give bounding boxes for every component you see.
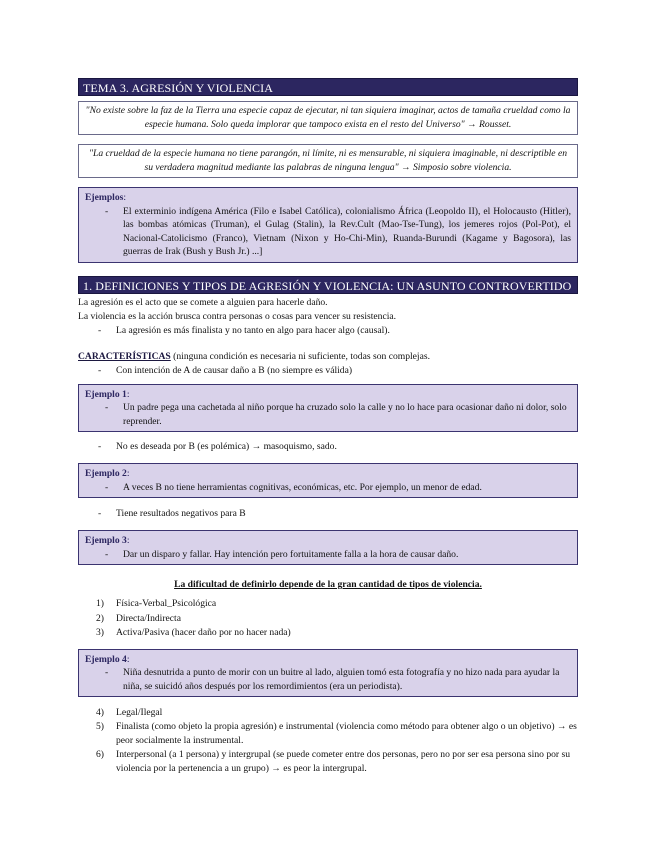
dash-bullet: - [98,508,102,519]
bullet-resultados [78,507,578,521]
tipo-text: Legal/Ilegal [116,707,163,718]
section1-title: 1. DEFINICIONES Y TIPOS DE AGRESIÓN Y VIOLENCIA: UN ASUNTO CONTROVERTIDO [83,278,572,293]
ejemplo3-item [85,548,571,562]
dash-bullet: - [105,481,109,493]
tipo-item-4 [78,706,578,720]
dash-bullet: - [105,667,109,678]
def-violencia: La violencia es la acción brusca contra personas o cosas para vencer su resistencia. [78,310,397,322]
examples-label-line [85,191,571,205]
def-agresion: La agresión es el acto que se comete a alguien para hacerle daño. [78,296,328,308]
ejemplo3-label-line [85,534,571,548]
caracteristicas-rest: (ninguna condición es necesaria ni suficiente, todas son complejas. [170,350,430,362]
tipo-text: Física-Verbal_Psicológica [116,598,217,609]
ejemplo4-colon: : [126,653,130,665]
bullet-intencion-text: Con intención de A de causar daño a B (no siempre es válida) [116,364,353,376]
bullet-resultados-text: Tiene resultados negativos para B [116,508,246,519]
tipo-text: Directa/Indirecta [116,612,181,624]
tema-title-bar [78,78,578,96]
tipo-item-6 [78,748,578,776]
tipo-item-3 [78,626,578,641]
ejemplo1-text: Un padre pega una cachetada al niño porque ha cruzado solo la calle y no lo hace para ocasionar daño ni dolor, solo reprender. [123,402,567,427]
ejemplo4-box [78,649,578,698]
ejemplo4-label: Ejemplo 4 [85,653,127,665]
tipo-text: Interpersonal (a 1 persona) y intergrupal (se puede cometer entre dos personas, pero no por ser esa persona sino por su violencia por la pertenencia a un grupo) → es peor la intergrupal. [116,749,571,774]
examples-box [78,187,578,263]
tipo-text: Activa/Pasiva (hacer daño por no hacer nada) [116,627,291,638]
tipo-num: 1) [96,598,104,609]
dash-bullet: - [105,548,109,560]
dificultad-heading: La dificultad de definirlo depende de la gran cantidad de tipos de violencia. [174,579,482,590]
tipo-item-1 [78,597,578,612]
examples-list-item [85,205,571,259]
dash-bullet: - [105,402,109,413]
caracteristicas-heading: CARACTERÍSTICAS [78,350,171,362]
bullet-deseada [78,440,578,454]
examples-colon: : [123,192,127,203]
tipo-num: 6) [96,749,104,760]
ejemplo2-text: A veces B no tiene herramientas cognitivas, económicas, etc. Por ejemplo, un menor de edad. [123,481,482,493]
examples-label: Ejemplos [85,192,124,203]
tipo-item-5 [78,720,578,748]
ejemplo1-label: Ejemplo 1 [85,388,127,400]
tipo-num: 5) [96,721,104,732]
quote-rousset-text: "No existe sobre la faz de la Tierra una especie capaz de ejecutar, ni tan siquiera imaginar, actos de tamaña crueldad como la especie humana. Solo queda implorar que tampoco exista en el resto del Universo" → Rousset. [85,105,571,130]
ejemplo2-label: Ejemplo 2 [85,468,127,479]
ejemplo4-label-line [85,653,571,667]
ejemplo1-box [78,384,578,433]
ejemplo1-colon: : [126,388,130,400]
ejemplo4-text: Niña desnutrida a punto de morir con un buitre al lado, alguien tomó esta fotografía y no hizo nada para ayudar la niña, se suicidó años después por los remordimientos (era un periodista). [123,667,560,692]
caracteristicas-line [78,350,578,364]
tipos-list-a [78,597,578,641]
quote-simposio-text: "La crueldad de la especie humana no tiene parangón, ni límite, ni es mensurable, ni siquiera imaginable, ni descriptible en su verdadera magnitud mediante las palabras de ninguna lengua" → Simposio sobre violencia. [88,148,568,173]
dash-bullet: - [98,441,102,452]
definitions [78,296,578,338]
tipo-num: 4) [96,707,104,718]
dash-bullet: - [98,364,102,376]
ejemplo3-label: Ejemplo 3 [85,535,127,546]
ejemplo2-item [85,481,571,495]
section1-title-bar [78,276,578,294]
tipo-num: 2) [96,612,104,624]
bullet-intencion [78,364,578,378]
ejemplo1-item [85,401,571,428]
ejemplo4-item [85,666,571,693]
ejemplo3-colon: : [126,535,130,546]
bullet-finalista-text: La agresión es más finalista y no tanto en algo para hacer algo (causal). [116,324,390,336]
tema-title: TEMA 3. AGRESIÓN Y VIOLENCIA [83,81,274,95]
quote-simposio [78,144,578,178]
tipos-list-b [78,706,578,776]
tipo-item-2 [78,612,578,627]
quote-rousset [78,101,578,135]
ejemplo2-colon: : [126,468,130,479]
ejemplo3-box [78,530,578,565]
dash-bullet: - [105,205,109,217]
dash-bullet: - [98,324,102,336]
bullet-deseada-text: No es deseada por B (es polémica) → masoquismo, sado. [116,441,337,452]
tipo-num: 3) [96,627,104,638]
examples-text: El exterminio indígena América (Filo e Isabel Católica), colonialismo África (Leopoldo II), el Holocausto (Hitler), las bombas atómicas (Truman), el Gulag (Stalin), la Rev.Cult (Mao-Tse-Tung), los jemeres rojos (Pol-Pot), el Nacional-Catolicismo (Franco), Vietnam (Nixon y Ho-Chi-Min), Ruanda-Burundi (Kagame y Bagosora), las guerras de Irak (Bush y Bush Jr.) ...] [123,205,571,257]
ejemplo1-label-line [85,388,571,402]
bullet-finalista [78,324,578,338]
ejemplo3-text: Dar un disparo y fallar. Hay intención pero fortuitamente falla a la hora de causar daño. [123,548,459,560]
tipo-text: Finalista (como objeto la propia agresión) e instrumental (violencia como método para obtener algo o un objetivo) → es peor socialmente la instrumental. [116,721,577,746]
document-page [78,78,578,776]
ejemplo2-box [78,463,578,498]
ejemplo2-label-line [85,467,571,481]
